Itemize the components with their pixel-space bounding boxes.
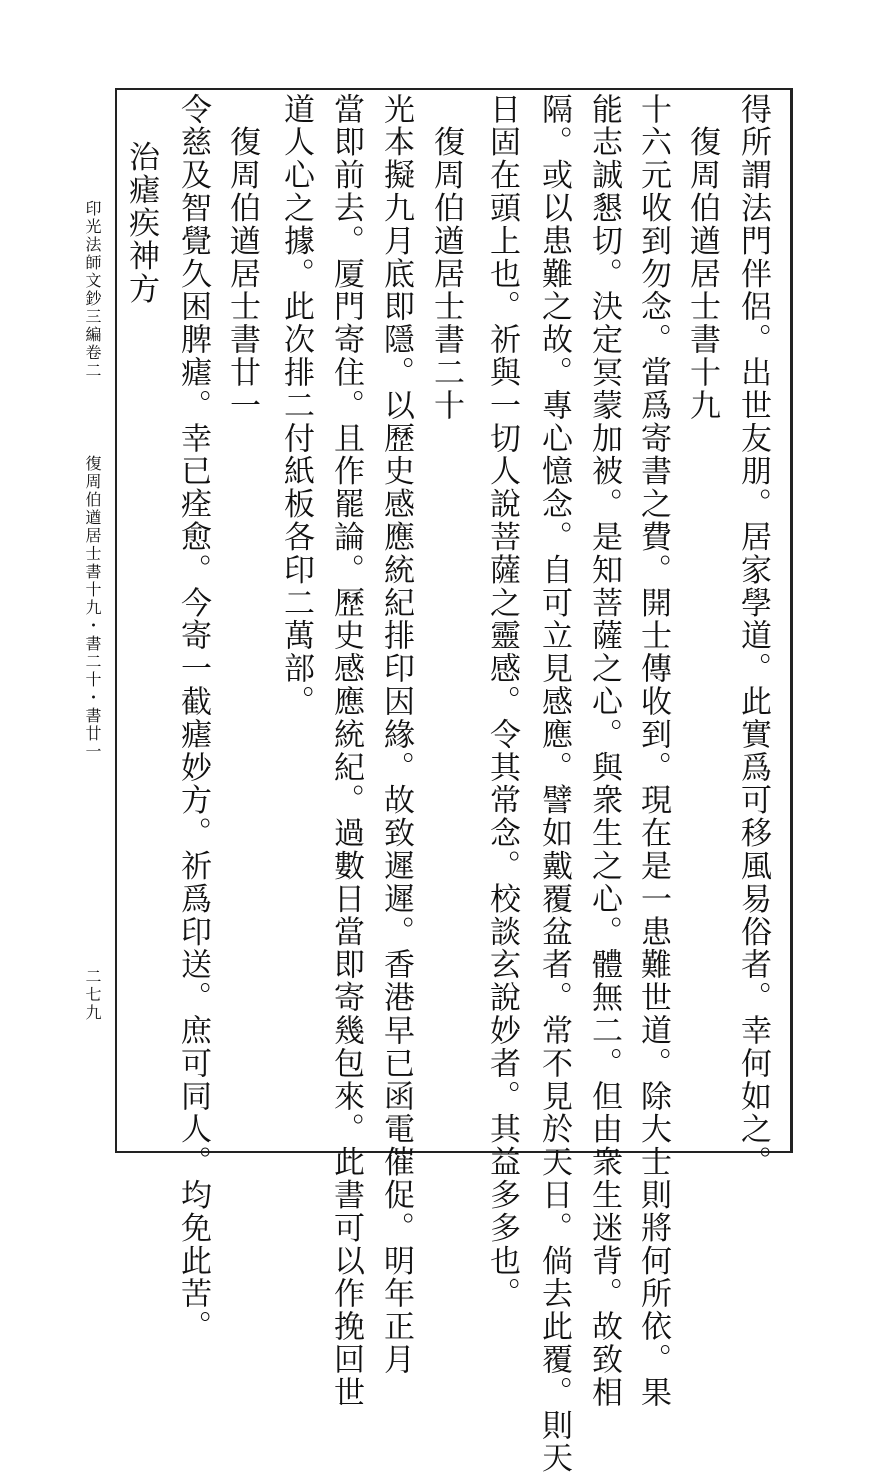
text-line: 當即前去。厦門寄住。且作罷論。歷史感應統紀。過數日當即寄幾包來。此書可以作挽回世 (328, 93, 364, 1409)
letter-heading: 復周伯遒居士書二十 (428, 93, 464, 422)
page-number: 二七九 (83, 968, 102, 1022)
text-line: 日固在頭上也。祈與一切人說菩薩之靈感。令其常念。校談玄說妙者。其益多多也。 (484, 93, 520, 1311)
section-title: 復周伯遒居士書十九・書二十・書廿一 (83, 455, 102, 761)
text-line: 得所謂法門伴侶。出世友朋。居家學道。此實爲可移風易俗者。幸何如之。 (735, 93, 771, 1179)
letter-heading: 復周伯遒居士書廿一 (224, 93, 260, 422)
text-line: 能志誠懇切。決定冥蒙加被。是知菩薩之心。與衆生之心。體無二。但由衆生迷背。故致相 (586, 93, 622, 1409)
remedy-heading: 治瘧疾神方 (123, 108, 159, 306)
letter-heading: 復周伯遒居士書十九 (684, 93, 720, 422)
text-line: 十六元收到勿念。當爲寄書之費。開士傳收到。現在是一患難世道。除大士則將何所依。果 (635, 93, 671, 1409)
book-title: 印光法師文鈔三編卷二 (83, 200, 102, 380)
text-line: 光本擬九月底即隱。以歷史感應統紀排印因緣。故致遲遲。香港早已函電催促。明年正月 (378, 93, 414, 1377)
text-line: 道人心之據。此次排二付紙板各印二萬部。 (278, 93, 314, 719)
text-line: 令慈及智覺久困脾瘧。幸已痊愈。今寄一截瘧妙方。祈爲印送。庶可同人。均免此苦。 (175, 93, 211, 1344)
text-line: 隔。或以患難之故。專心憶念。自可立見感應。譬如戴覆盆者。常不見於天日。倘去此覆。則天 (536, 93, 572, 1475)
